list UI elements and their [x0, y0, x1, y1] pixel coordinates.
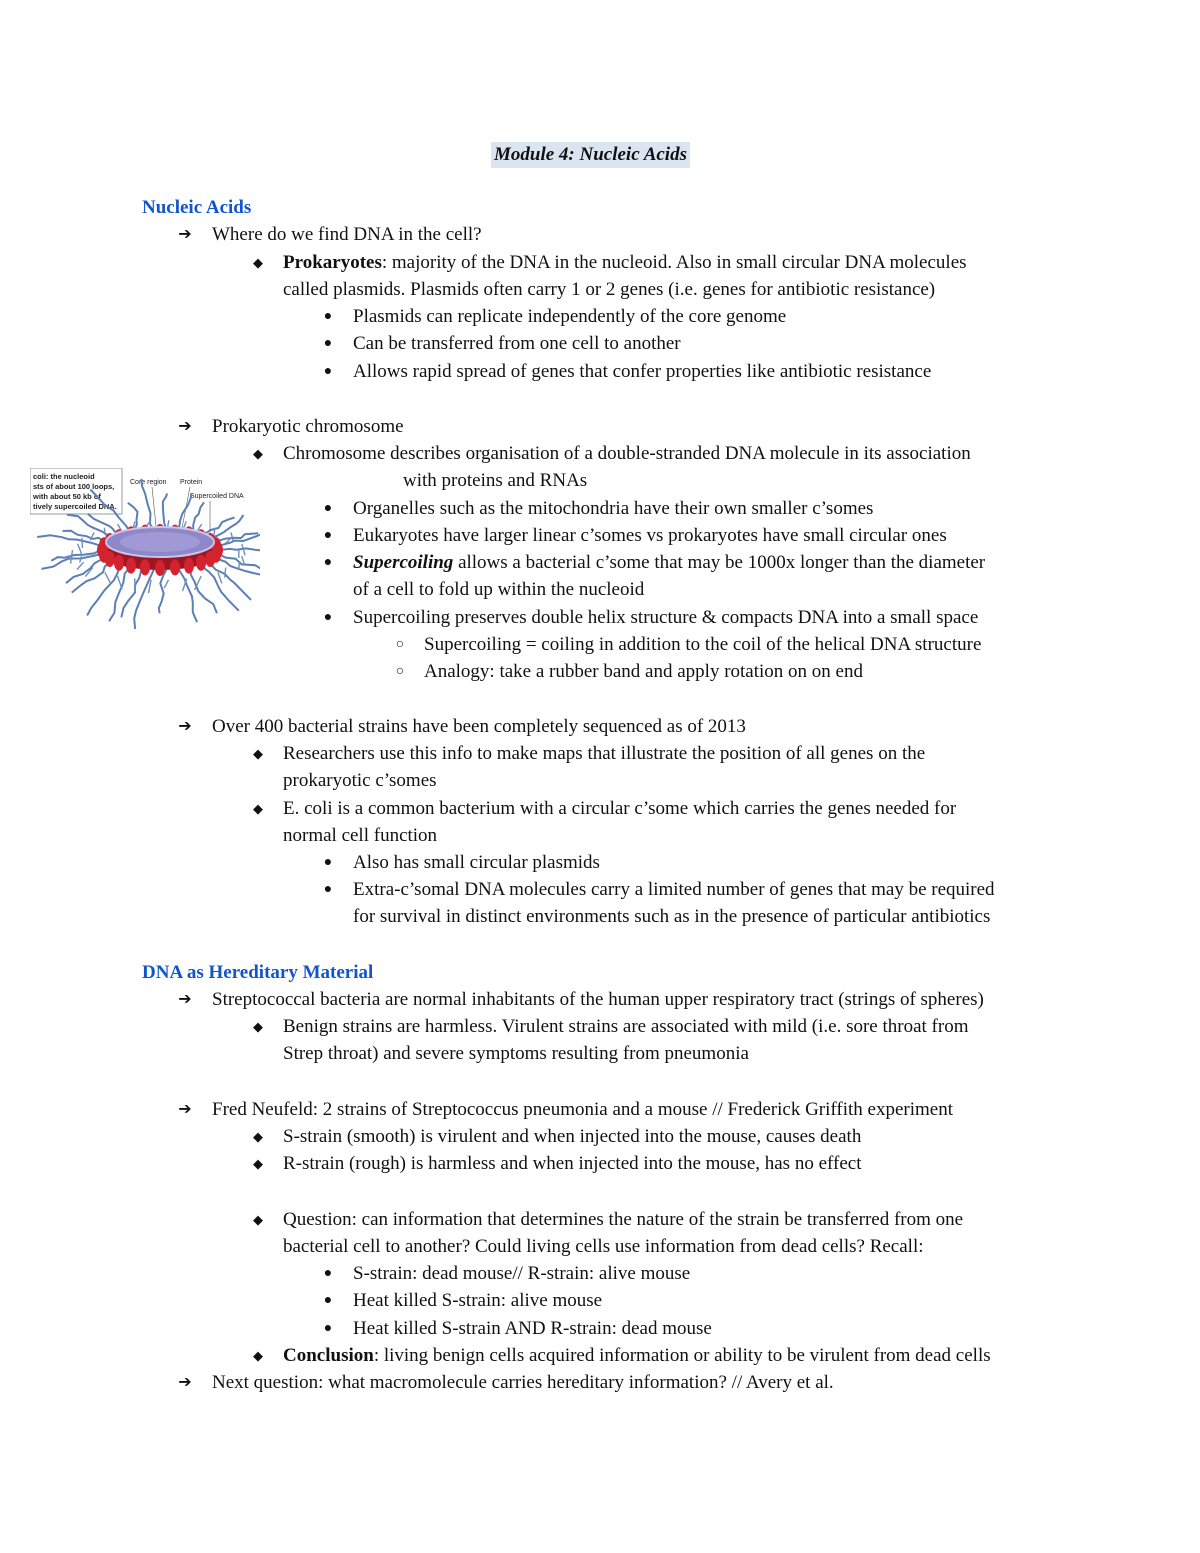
- dna-strand: [134, 570, 154, 629]
- list-item: Benign strains are harmless. Virulent strains are associated with mild (i.e. sore throat from: [283, 1016, 969, 1037]
- list-item: Supercoiling = coiling in addition to the coil of the helical DNA structure: [424, 634, 982, 655]
- protein-bead: [196, 555, 206, 571]
- bold-term: Conclusion: [283, 1345, 374, 1366]
- list-item-continuation: prokaryotic c’somes: [283, 770, 437, 791]
- list-item: Over 400 bacterial strains have been completely sequenced as of 2013: [212, 716, 746, 737]
- list-item: Supercoiling preserves double helix structure & compacts DNA into a small space: [353, 607, 979, 628]
- list-item: Next question: what macromolecule carries hereditary information? // Avery et al.: [212, 1372, 834, 1393]
- protein-bead: [114, 555, 124, 571]
- list-item: Organelles such as the mitochondria have their own smaller c’somes: [353, 498, 874, 519]
- protein-bead: [140, 559, 150, 575]
- dna-strand: [200, 517, 235, 535]
- dot-bullet-icon: ●: [323, 1266, 333, 1281]
- dna-strand: [71, 550, 73, 564]
- dot-bullet-icon: ●: [323, 528, 333, 543]
- protein-bead: [205, 551, 215, 567]
- list-item: Plasmids can replicate independently of the core genome: [353, 306, 787, 327]
- dot-bullet-icon: ●: [323, 882, 333, 897]
- diamond-bullet-icon: ◆: [253, 746, 263, 761]
- dna-strand: [179, 569, 198, 622]
- list-item: [283, 1343, 991, 1369]
- list-item: Can be transferred from one cell to another: [353, 333, 681, 354]
- dna-strand: [164, 580, 168, 588]
- dot-bullet-icon: ●: [323, 1293, 333, 1308]
- dna-strand: [80, 556, 82, 562]
- protein-bead: [170, 559, 180, 575]
- dot-bullet-icon: ●: [323, 501, 333, 516]
- dot-bullet-icon: ●: [323, 364, 333, 379]
- caption-line: with about 50 kb of: [33, 492, 101, 501]
- dna-strand: [242, 556, 245, 564]
- dna-strand: [141, 479, 153, 530]
- protein-bead: [184, 558, 194, 574]
- dna-strand: [220, 548, 260, 552]
- list-item: Heat killed S-strain: alive mouse: [353, 1290, 603, 1311]
- dna-strand: [105, 572, 111, 584]
- list-item: R-strain (rough) is harmless and when injected into the mouse, has no effect: [283, 1153, 862, 1174]
- dna-strand: [218, 572, 222, 583]
- dot-bullet-icon: ●: [323, 555, 333, 570]
- dna-strand: [163, 494, 167, 531]
- dna-strand: [225, 568, 226, 578]
- list-item: [283, 250, 967, 276]
- list-item: Extra-c’somal DNA molecules carry a limited number of genes that may be required: [353, 879, 995, 900]
- list-item-continuation: bacterial cell to another? Could living cells use information from dead cells? Recall:: [283, 1236, 924, 1257]
- list-item: Heat killed S-strain AND R-strain: dead mouse: [353, 1318, 712, 1339]
- list-item: Researchers use this info to make maps that illustrate the position of all genes on the: [283, 743, 926, 764]
- dna-strand: [159, 570, 166, 613]
- page-title: Module 4: Nucleic Acids: [491, 142, 690, 168]
- circle-bullet-icon: ○: [395, 664, 405, 679]
- dna-strand: [78, 544, 83, 556]
- arrow-bullet-icon: ➔: [178, 1101, 192, 1118]
- list-item-text: : majority of the DNA in the nucleoid. Also in small circular DNA molecules: [381, 252, 967, 273]
- arrow-bullet-icon: ➔: [178, 418, 192, 435]
- dot-bullet-icon: ●: [323, 336, 333, 351]
- list-item: Analogy: take a rubber band and apply rotation on on end: [424, 661, 863, 682]
- list-item-continuation: Strep throat) and severe symptoms resulting from pneumonia: [283, 1043, 749, 1064]
- bold-term: Supercoiling: [353, 552, 454, 573]
- list-item: Allows rapid spread of genes that confer properties like antibiotic resistance: [353, 361, 932, 382]
- list-item: Streptococcal bacteria are normal inhabitants of the human upper respiratory tract (strings of spheres): [212, 989, 984, 1010]
- arrow-bullet-icon: ➔: [178, 1374, 192, 1391]
- list-item: Question: can information that determines the nature of the strain be transferred from one: [283, 1209, 964, 1230]
- arrow-bullet-icon: ➔: [178, 991, 192, 1008]
- list-item-continuation: called plasmids. Plasmids often carry 1 or 2 genes (i.e. genes for antibiotic resistance): [283, 279, 936, 300]
- list-item-continuation: with proteins and RNAs: [403, 470, 588, 491]
- protein-bead: [126, 558, 136, 574]
- dna-strand: [77, 562, 84, 569]
- list-item: Where do we find DNA in the cell?: [212, 224, 482, 245]
- dna-strand: [109, 567, 130, 621]
- list-item: Chromosome describes organisation of a double-stranded DNA molecule in its association: [283, 443, 971, 464]
- list-item-text: : living benign cells acquired information or ability to be virulent from dead cells: [373, 1345, 991, 1366]
- arrow-bullet-icon: ➔: [178, 718, 192, 735]
- dna-strand: [118, 576, 123, 589]
- list-item: Prokaryotic chromosome: [212, 416, 404, 437]
- diamond-bullet-icon: ◆: [253, 801, 263, 816]
- diamond-bullet-icon: ◆: [253, 446, 263, 461]
- section-heading-nucleic-acids: Nucleic Acids: [142, 197, 252, 218]
- label-supercoiled-dna: Supercoiled DNA: [190, 493, 244, 500]
- arrow-bullet-icon: ➔: [178, 226, 192, 243]
- list-item-continuation: normal cell function: [283, 825, 438, 846]
- label-core-region: Core region: [130, 479, 167, 486]
- diamond-bullet-icon: ◆: [253, 1212, 263, 1227]
- circle-bullet-icon: ○: [395, 637, 405, 652]
- diamond-bullet-icon: ◆: [253, 1156, 263, 1171]
- list-item: [353, 550, 985, 576]
- list-item-text: allows a bacterial c’some that may be 1000x longer than the diameter: [453, 552, 986, 573]
- bold-term: Prokaryotes: [283, 252, 382, 273]
- dot-bullet-icon: ●: [323, 610, 333, 625]
- list-item: Fred Neufeld: 2 strains of Streptococcus pneumonia and a mouse // Frederick Griffith experiment: [212, 1099, 953, 1120]
- dna-strand: [231, 532, 233, 540]
- diamond-bullet-icon: ◆: [253, 1019, 263, 1034]
- diamond-bullet-icon: ◆: [253, 1129, 263, 1144]
- dna-strand: [66, 558, 105, 583]
- dot-bullet-icon: ●: [323, 309, 333, 324]
- list-item-continuation: of a cell to fold up within the nucleoid: [353, 579, 645, 600]
- list-item: Eukaryotes have larger linear c’somes vs prokaryotes have small circular ones: [353, 525, 947, 546]
- dot-bullet-icon: ●: [323, 1321, 333, 1336]
- list-item-continuation: for survival in distinct environments such as in the presence of particular antibiotics: [353, 906, 991, 927]
- dna-strand: [239, 562, 240, 570]
- list-item: S-strain: dead mouse// R-strain: alive mouse: [353, 1263, 691, 1284]
- caption-line: sts of about 100 loops,: [33, 482, 115, 491]
- nucleoid-diagram: [30, 468, 260, 638]
- list-item: S-strain (smooth) is virulent and when injected into the mouse, causes death: [283, 1126, 862, 1147]
- caption-line: coli: the nucleoid: [33, 472, 95, 481]
- diamond-bullet-icon: ◆: [253, 255, 263, 270]
- section-heading-dna-hereditary: DNA as Hereditary Material: [142, 962, 374, 983]
- diamond-bullet-icon: ◆: [253, 1348, 263, 1363]
- protein-bead: [155, 560, 165, 576]
- list-item: Also has small circular plasmids: [353, 852, 600, 873]
- dna-strand: [190, 567, 217, 613]
- list-item: E. coli is a common bacterium with a circular c’some which carries the genes needed for: [283, 798, 957, 819]
- dot-bullet-icon: ●: [323, 855, 333, 870]
- dna-strand: [135, 579, 136, 592]
- caption-line: tively supercoiled DNA.: [33, 502, 117, 511]
- label-protein: Protein: [180, 479, 203, 486]
